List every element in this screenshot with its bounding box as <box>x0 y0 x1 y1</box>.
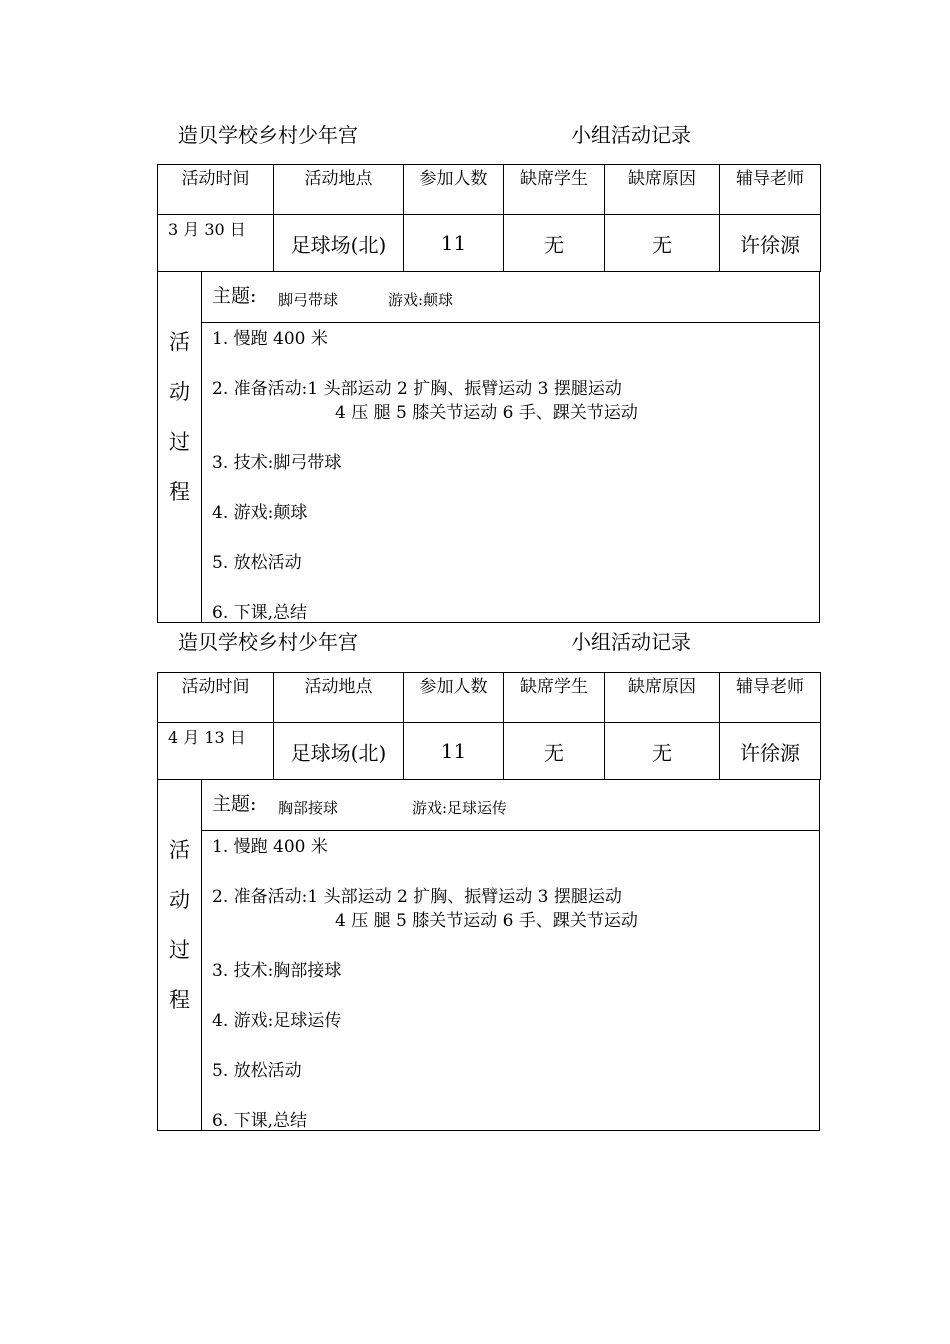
game-value: 游戏:颠球 <box>388 291 454 309</box>
header-activity-time: 活动时间 <box>158 673 274 723</box>
value-participants: 11 <box>404 215 504 272</box>
value-absence-reason: 无 <box>605 723 720 780</box>
header-absence-reason: 缺席原因 <box>605 165 720 215</box>
theme-value: 胸部接球 <box>278 799 339 817</box>
step-5: 5. 放松活动 <box>212 553 302 573</box>
value-activity-time: 3 月 30 日 <box>158 215 274 272</box>
school-name: 造贝学校乡村少年宫 <box>178 630 358 654</box>
theme-row <box>202 272 819 323</box>
step-1: 1. 慢跑 400 米 <box>212 837 328 857</box>
header-absent-students: 缺席学生 <box>504 165 605 215</box>
record-title: 小组活动记录 <box>571 630 691 654</box>
value-absence-reason: 无 <box>605 215 720 272</box>
theme-value: 脚弓带球 <box>278 291 339 309</box>
record-header-table <box>157 164 821 272</box>
step-1: 1. 慢跑 400 米 <box>212 329 328 349</box>
step-6: 6. 下课,总结 <box>212 1111 308 1131</box>
header-absence-reason: 缺席原因 <box>605 673 720 723</box>
theme-label: 主题: <box>212 285 257 307</box>
header-absent-students: 缺席学生 <box>504 673 605 723</box>
value-activity-location: 足球场(北) <box>274 723 404 780</box>
step-4: 4. 游戏:颠球 <box>212 503 308 523</box>
step-2: 2. 准备活动:1 头部运动 2 扩胸、振臂运动 3 摆腿运动 <box>212 887 622 907</box>
game-value: 游戏:足球运传 <box>412 799 508 817</box>
header-activity-location: 活动地点 <box>274 165 404 215</box>
header-activity-time: 活动时间 <box>158 165 274 215</box>
step-2: 2. 准备活动:1 头部运动 2 扩胸、振臂运动 3 摆腿运动 <box>212 379 622 399</box>
value-absent-students: 无 <box>504 215 605 272</box>
process-side-label: 活 动 过 程 <box>158 272 202 622</box>
step-2-cont: 4 压 腿 5 膝关节运动 6 手、踝关节运动 <box>335 911 638 931</box>
header-instructor: 辅导老师 <box>720 165 821 215</box>
value-instructor: 许徐源 <box>720 215 821 272</box>
step-5: 5. 放松活动 <box>212 1061 302 1081</box>
header-participants: 参加人数 <box>404 673 504 723</box>
value-activity-location: 足球场(北) <box>274 215 404 272</box>
value-participants: 11 <box>404 723 504 780</box>
header-activity-location: 活动地点 <box>274 673 404 723</box>
activity-record-1 <box>157 164 820 623</box>
process-side-label: 活 动 过 程 <box>158 780 202 1130</box>
value-activity-time: 4 月 13 日 <box>158 723 274 780</box>
activity-record-2 <box>157 672 820 1131</box>
value-absent-students: 无 <box>504 723 605 780</box>
step-6: 6. 下课,总结 <box>212 603 308 623</box>
header-instructor: 辅导老师 <box>720 673 821 723</box>
theme-row <box>202 780 819 831</box>
value-instructor: 许徐源 <box>720 723 821 780</box>
record-header-table <box>157 672 821 780</box>
step-2-cont: 4 压 腿 5 膝关节运动 6 手、踝关节运动 <box>335 403 638 423</box>
school-name: 造贝学校乡村少年宫 <box>178 123 358 147</box>
activity-process-section <box>157 272 820 623</box>
step-4: 4. 游戏:足球运传 <box>212 1011 342 1031</box>
theme-label: 主题: <box>212 793 257 815</box>
record-title: 小组活动记录 <box>571 123 691 147</box>
step-3: 3. 技术:脚弓带球 <box>212 453 342 473</box>
header-participants: 参加人数 <box>404 165 504 215</box>
step-3: 3. 技术:胸部接球 <box>212 961 342 981</box>
activity-process-section <box>157 780 820 1131</box>
